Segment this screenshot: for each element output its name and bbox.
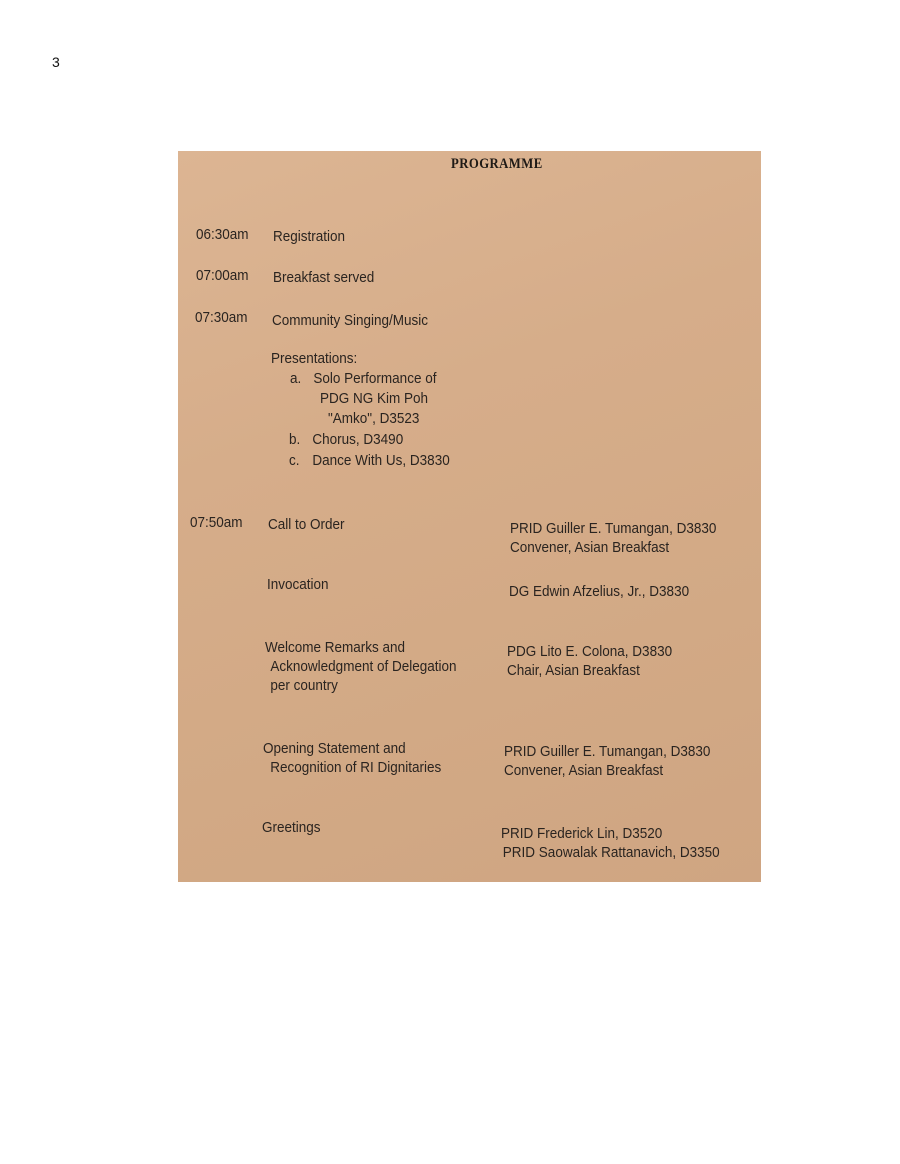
speaker-line: PRID Guiller E. Tumangan, D3830 <box>510 520 717 537</box>
speaker-line: PDG Lito E. Colona, D3830 <box>507 643 673 660</box>
segment-activity: Call to Order <box>268 516 345 533</box>
presentation-line: PDG NG Kim Poh <box>320 390 429 407</box>
speaker-line: PRID Guiller E. Tumangan, D3830 <box>504 743 711 760</box>
presentation-item <box>290 370 436 388</box>
segment-activity: Invocation <box>267 576 329 593</box>
speaker-line: Convener, Asian Breakfast <box>510 539 670 556</box>
presentation-marker: a. <box>290 370 302 387</box>
activity-line: Recognition of RI Dignitaries <box>270 759 442 776</box>
activity-line: per country <box>270 677 338 694</box>
presentation-line: Chorus, D3490 <box>312 431 404 448</box>
presentation-line: Solo Performance of <box>313 370 437 387</box>
presentation-marker: c. <box>289 452 300 469</box>
segment-activity <box>263 739 441 777</box>
programme-heading: PROGRAMME <box>451 156 543 172</box>
segment-activity <box>265 638 457 695</box>
schedule-activity: Community Singing/Music <box>272 312 429 329</box>
segment-speaker <box>501 824 720 862</box>
segment-speaker: DG Edwin Afzelius, Jr., D3830 <box>509 583 690 600</box>
schedule-time: 07:30am <box>195 309 248 326</box>
schedule-activity: Registration <box>273 228 346 245</box>
presentation-item <box>289 452 450 470</box>
activity-line: Welcome Remarks and <box>265 639 406 656</box>
segment-time: 07:50am <box>190 514 243 531</box>
schedule-time: 06:30am <box>196 226 249 243</box>
speaker-line: PRID Saowalak Rattanavich, D3350 <box>502 844 720 861</box>
presentations-title: Presentations: <box>271 350 358 367</box>
segment-speaker <box>510 519 716 557</box>
programme-photo <box>178 151 761 882</box>
speaker-line: PRID Frederick Lin, D3520 <box>501 825 663 842</box>
speaker-line: Convener, Asian Breakfast <box>504 762 664 779</box>
presentation-item <box>289 431 403 449</box>
activity-line: Acknowledgment of Delegation <box>270 658 457 675</box>
segment-speaker <box>507 642 672 680</box>
presentation-line: Dance With Us, D3830 <box>312 452 450 469</box>
presentation-marker: b. <box>289 431 301 448</box>
activity-line: Opening Statement and <box>263 740 406 757</box>
presentation-line: "Amko", D3523 <box>328 410 420 427</box>
speaker-line: Chair, Asian Breakfast <box>507 662 640 679</box>
segment-activity: Greetings <box>262 819 321 836</box>
page-number: 3 <box>52 54 60 70</box>
schedule-activity: Breakfast served <box>273 269 375 286</box>
segment-speaker <box>504 742 710 780</box>
schedule-time: 07:00am <box>196 267 249 284</box>
